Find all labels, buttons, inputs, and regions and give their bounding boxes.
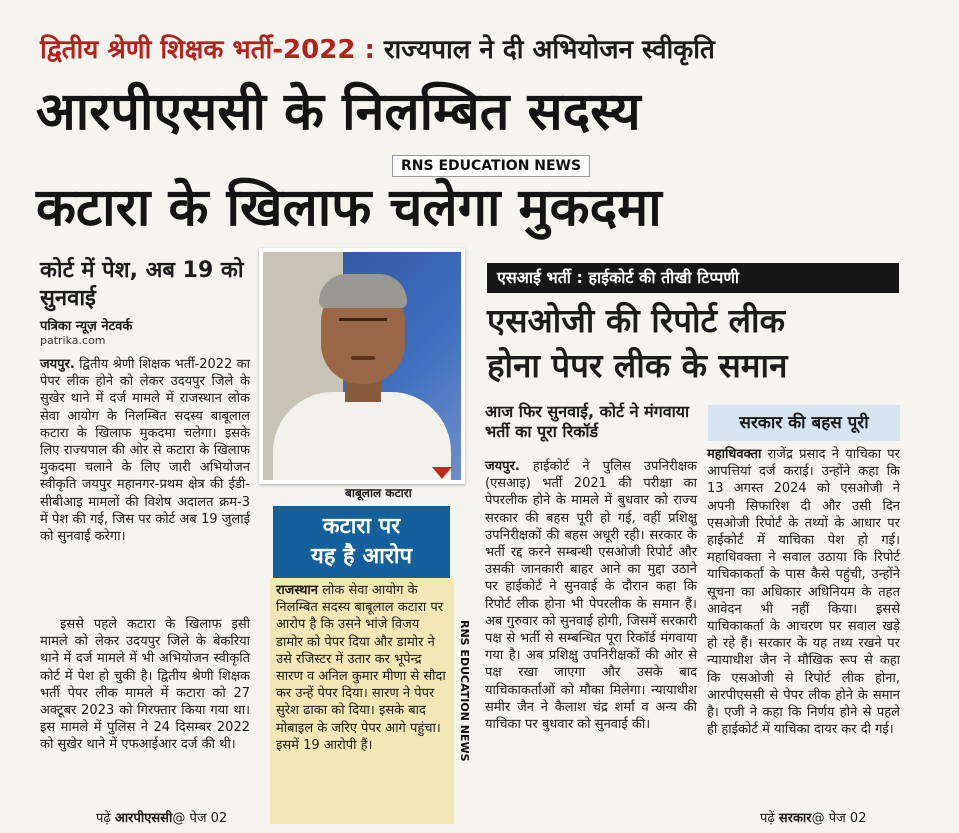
rns-watermark: RNS EDUCATION NEWS	[392, 155, 590, 177]
allegation-text: राजस्थान लोक सेवा आयोग के निलम्बित सदस्य बाबूलाल कटारा पर आरोप है कि उसने भांजे विजय डामोर को पेपर दिया और डामोर ने उसे रजिस्टर में उतार कर भूपेन्द्र सारण व अनिल कुमार मीणा से सौदा कर उन्हें पेपर दिया। सारण ने पेपर सुरेश ढाका को दिया। इसके बाद मोबाइल के जरिए पेपर आगे पहुंचा। इसमें 19 आरोपी हैं।	[276, 583, 446, 753]
col1-para1-text: द्वितीय श्रेणी शिक्षक भर्ती-2022 का पेपर लीक होने को लेकर उदयपुर जिले के सुखेर थाने में दर्ज मामले में राजस्थान लोक सेवा आयोग के निलम्बित सदस्य बाबूलाल कटारा के खिलाफ मुकदमा चलेगा। इसके लिए राज्यपाल की ओर से कटारा के खिलाफ मुकदमा चलाने के लिए जारी अभियोजन स्वीकृति जयपुर महानगर-प्रथम क्षेत्र की ईडी-सीबीआइ मामलों की विशेष अदालत क्रम-3 में पेश की गई, जिस पर कोर्ट अब 19 जुलाई को सुनवाई करेगा।	[40, 357, 250, 545]
allegation-title-box	[273, 506, 450, 580]
col1-paragraph-1	[40, 356, 250, 545]
caption-pointer-icon	[432, 467, 452, 479]
si-headline: एसओजी की रिपोर्ट लीक होना पेपर लीक के समान	[487, 301, 788, 385]
site-link: patrika.com	[40, 334, 106, 347]
si-kicker-bar: एसआई भर्ती : हाईकोर्ट की तीखी टिप्पणी	[487, 263, 899, 293]
headline-line1: आरपीएससी के निलम्बित सदस्य	[36, 82, 641, 142]
byline: पत्रिका न्यूज़ नेटवर्क	[40, 319, 133, 334]
col1-para2-text: इससे पहले कटारा के खिलाफ इसी मामले को लेकर उदयपुर जिले के बेकरिया थाने में दर्ज मामले में भी अभियोजन स्वीकृति कोर्ट में पेश हो चुकी है। द्वितीय श्रेणी शिक्षक भर्ती पेपर लीक मामले में कटारा को 27 अक्टूबर 2023 को गिरफ्तार किया गया था। इस मामले में पुलिस ने 24 दिसम्बर 2022 को सुखेर थाने में एफआईआर दर्ज की थी।	[40, 617, 250, 753]
col1-continued: पढ़ें आरपीएससी@ पेज 02	[96, 811, 228, 826]
kicker-topic: द्वितीय श्रेणी शिक्षक भर्ती-2022 :	[40, 35, 375, 65]
portrait-photo	[259, 248, 465, 484]
si-body: जयपुर. हाईकोर्ट ने पुलिस उपनिरीक्षक (एसआइ) भर्ती 2021 की परीक्षा का पेपरलीक होने के मामले में बुधवार को राज्य सरकार की बहस पूरी हो गई, वहीं प्रशिक्षु उपनिरीक्षकों की बहस अधूरी रही। सरकार के भर्ती रद्द करने सम्बन्धी एसओजी रिपोर्ट और उसकी जानकारी बाहर आने का मुद्दा उठाने पर हाईकोर्ट ने सुनवाई के दौरान कहा कि रिपोर्ट लीक होना भी पेपरलीक के समान हैं। अब गुरुवार को सुनवाई होगी, जिसमें सरकारी पक्ष से भर्ती से सम्बन्धित पूरा रिकॉर्ड मंगवाया गया है। अब प्रशिक्षु उपनिरीक्षकों की ओर से पक्ष रखा जाएगा और उसके बाद याचिकाकर्ताओं को मौका मिलेगा। न्यायाधीश समीर जैन ने कैलाश चंद्र शर्मा व अन्य की याचिका पर बुधवार को सुनवाई की।	[485, 459, 697, 733]
col1-paragraph-2	[40, 616, 250, 754]
allegation-title-line2: यह है आरोप	[310, 544, 413, 569]
govt-continued: पढ़ें सरकार@ पेज 02	[760, 811, 867, 826]
govt-body: महाधिवक्ता राजेंद्र प्रसाद ने याचिका पर आपत्तियां दर्ज कराई। उन्होंने कहा कि 13 अगस्त 2024 को एसओजी ने अपनी सिफारिश दी और उसी दिन एसओजी रिपोर्ट के तथ्यों के आधार पर हाईकोर्ट में याचिका पेश हो गई। महाधिवक्ता ने सवाल उठाया कि रिपोर्ट याचिकाकर्ता के पास कैसे पहुंची, उन्होंने सूचना का अधिकार अधिनियम के तहत आवेदन भी नहीं किया। इससे याचिकाकर्ता के आचरण पर सवाल खड़े हो रहे हैं। सरकार के यह तथ्य रखने पर न्यायाधीश जैन ने मौखिक रूप से कहा कि एसओजी से रिपोर्ट लीक होना, आरपीएससी से पेपर लीक होने के समान है। एजी ने कहा कि निर्णय होने से पहले ही हाईकोर्ट में याचिका दायर कर दी गई।	[707, 447, 900, 738]
kicker-subtitle: राज्यपाल ने दी अभियोजन स्वीकृति	[374, 35, 715, 65]
kicker	[40, 30, 920, 74]
side-watermark: RNS EDUCATION NEWS	[458, 620, 471, 762]
col1-heading: कोर्ट में पेश, अब 19 को सुनवाई	[40, 258, 244, 311]
si-deck: आज फिर सुनवाई, कोर्ट ने मंगवाया भर्ती का पूरा रिकॉर्ड	[485, 402, 690, 441]
photo-caption: बाबूलाल कटारा	[345, 486, 412, 500]
govt-heading: सरकार की बहस पूरी	[708, 405, 900, 441]
allegation-title-line1: कटारा पर	[322, 514, 401, 539]
dateline: जयपुर.	[40, 357, 75, 372]
headline-line2: कटारा के खिलाफ चलेगा मुकदमा	[36, 178, 662, 238]
